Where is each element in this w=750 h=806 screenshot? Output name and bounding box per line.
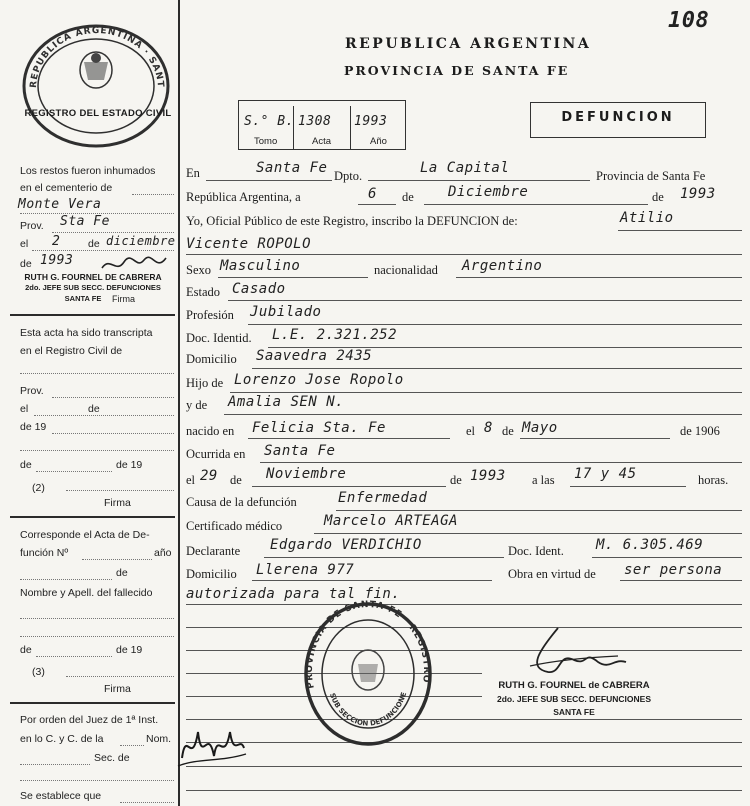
left-year-value: 1993 — [40, 253, 74, 268]
causa-value: Enfermedad — [338, 490, 428, 506]
left-s4-sec: Sec. de — [94, 752, 130, 764]
yo-label: Yo, Oficial Público de este Registro, inscribo la DEFUNCION de: — [186, 214, 518, 228]
left-mes-value: diciembre — [106, 234, 176, 248]
left-s2-num: (2) — [32, 482, 45, 494]
record-acta-label: Acta — [312, 136, 332, 147]
left-official-place: SANTA FE — [64, 294, 102, 303]
left-de19-label: de — [20, 258, 32, 270]
madre-value: Amalia SEN N. — [228, 394, 345, 410]
left-s4-line1: Por orden del Juez de 1ª Inst. — [20, 714, 159, 726]
profesion-value: Jubilado — [250, 304, 322, 320]
yde-label: y de — [186, 398, 208, 412]
left-prov-label: Prov. — [20, 220, 44, 232]
official-place: SANTA FE — [553, 707, 595, 717]
nombre-value: Atilio — [620, 210, 674, 226]
doc-value: L.E. 2.321.252 — [272, 327, 398, 343]
obra-label: Obra en virtud de — [508, 567, 596, 581]
left-s3-de-b: de — [20, 644, 32, 656]
hijo-label: Hijo de — [186, 376, 224, 390]
header-republica: REPUBLICA ARGENTINA — [345, 36, 592, 52]
republica-label: República Argentina, a — [186, 190, 301, 204]
record-ano-label: Año — [370, 136, 387, 147]
mes-value: Diciembre — [448, 184, 529, 200]
de1906-label: de 1906 — [680, 424, 720, 438]
left-s3-de19: de 19 — [116, 644, 143, 656]
hijo-value: Lorenzo Jose Ropolo — [234, 372, 404, 388]
sexo-label: Sexo — [186, 263, 211, 277]
left-s2-firma: Firma — [104, 497, 131, 509]
left-official-name: RUTH G. FOURNEL DE CABRERA — [24, 272, 162, 282]
domicilio-value: Saavedra 2435 — [256, 348, 373, 364]
obra-value: ser persona — [624, 562, 723, 578]
left-s1-line1: Los restos fueron inhumados — [20, 165, 156, 177]
record-acta-value: 1308 — [298, 114, 332, 129]
de-label: de — [402, 190, 414, 204]
nacionalidad-label: nacionalidad — [374, 263, 438, 277]
left-el-value: 2 — [52, 234, 61, 249]
left-s4-line4: Se establece que — [20, 790, 102, 802]
left-s2-de: de — [88, 403, 100, 415]
left-s2-line1: Esta acta ha sido transcripta — [20, 327, 153, 339]
bottom-signature-icon — [176, 718, 248, 770]
record-tomo-value: S.° B. — [244, 114, 294, 129]
profesion-label: Profesión — [186, 308, 234, 322]
left-s4-line2b: Nom. — [146, 733, 172, 745]
de-label3: de — [230, 473, 242, 487]
causa-label: Causa de la defunción — [186, 495, 297, 509]
horas-label: horas. — [698, 473, 729, 487]
apellido-value: Vicente ROPOLO — [186, 236, 312, 252]
de-anio-label: de — [652, 190, 664, 204]
def-anio: 1993 — [470, 468, 506, 484]
estado-value: Casado — [232, 281, 286, 297]
left-official-title: 2do. JEFE SUB SECC. DEFUNCIONES — [25, 283, 161, 292]
left-separator-2 — [10, 516, 175, 518]
svg-text:PROVINCIA DE SANTA FE · REGIST: PROVINCIA DE SANTA FE · REGISTRO — [304, 599, 432, 690]
record-ano-value: 1993 — [354, 114, 388, 129]
left-el-label: el — [20, 238, 29, 250]
left-cementerio-value: Monte Vera — [18, 197, 102, 212]
official-name: RUTH G. FOURNEL de CABRERA — [498, 680, 650, 691]
declarante-value: Edgardo VERDICHIO — [270, 537, 422, 553]
el-label2: el — [186, 473, 196, 487]
sexo-value: Masculino — [220, 258, 301, 274]
column-divider — [178, 0, 180, 806]
dpto-label: Dpto. — [334, 169, 363, 183]
left-de-label: de — [88, 238, 100, 250]
en-value: Santa Fe — [256, 160, 328, 176]
dpto-value: La Capital — [420, 160, 510, 176]
left-s2-de-b: de — [20, 459, 32, 471]
svg-text:SUB SECCION DEFUNCIONES: SUB SECCION DEFUNCIONE — [328, 691, 409, 728]
left-s2-de19: de 19 — [20, 421, 47, 433]
svg-text:REPUBLICA ARGENTINA · SANTA FE: REPUBLICA ARGENTINA · SANT — [28, 26, 166, 89]
anio-value: 1993 — [680, 186, 716, 202]
left-s3-firma: Firma — [104, 683, 131, 695]
left-s2-el: el — [20, 403, 29, 415]
alas-label: a las — [532, 473, 555, 487]
left-s3-line1: Corresponde el Acta de De- — [20, 529, 150, 541]
registro-civil-seal-icon — [300, 598, 436, 748]
nac-dia: 8 — [484, 420, 493, 436]
domicilio2-label: Domicilio — [186, 567, 237, 581]
el-label: el — [466, 424, 476, 438]
left-s3-num: (3) — [32, 666, 45, 678]
left-s4-line2a: en lo C. y C. de la — [20, 733, 104, 745]
left-s3-line2a: función Nº — [20, 547, 69, 559]
left-s2-de19-b: de 19 — [116, 459, 143, 471]
domicilio-label: Domicilio — [186, 352, 237, 366]
registry-seal — [18, 18, 173, 150]
left-s3-de: de — [116, 567, 128, 579]
left-s1-line2: en el cementerio de — [20, 182, 113, 194]
estado-label: Estado — [186, 285, 221, 299]
doc-ident-label: Doc. Ident. — [508, 544, 564, 558]
provincia-label: Provincia de Santa Fe — [596, 169, 706, 183]
nac-mes: Mayo — [522, 420, 558, 436]
doc-label: Doc. Identid. — [186, 331, 252, 345]
left-separator-1 — [10, 314, 175, 316]
nacido-value: Felicia Sta. Fe — [252, 420, 386, 436]
header-provincia: PROVINCIA DE SANTA FE — [344, 63, 570, 78]
left-prov-value: Sta Fe — [60, 214, 110, 229]
hora-value: 17 y 45 — [574, 466, 637, 482]
registro-civil-seal — [300, 598, 436, 748]
record-tomo-label: Tomo — [254, 136, 278, 147]
nacionalidad-value: Argentino — [462, 258, 543, 274]
def-mes: Noviembre — [266, 466, 347, 482]
official-title: 2do. JEFE SUB SECC. DEFUNCIONES — [497, 694, 651, 704]
registry-seal-caption: REGISTRO DEL ESTADO CIVIL — [24, 108, 172, 119]
doc-type-label: DEFUNCION — [561, 110, 675, 125]
de-anio2-label: de — [450, 473, 462, 487]
ocurrida-label: Ocurrida en — [186, 447, 246, 461]
left-s2-line2: en el Registro Civil de — [20, 345, 123, 357]
dia-value: 6 — [368, 186, 377, 202]
certificado-label: Certificado médico — [186, 519, 283, 533]
bottom-signature — [176, 718, 248, 775]
left-s3-line4: Nombre y Apell. del fallecido — [20, 587, 153, 599]
official-signature — [518, 622, 638, 685]
left-s3-line2b: año — [154, 547, 172, 559]
nacido-label: nacido en — [186, 424, 235, 438]
ocurrida-value: Santa Fe — [264, 443, 336, 459]
en-label: En — [186, 166, 200, 180]
declarante-doc: M. 6.305.469 — [596, 537, 704, 553]
de-label2: de — [502, 424, 514, 438]
left-s1-firma: Firma — [112, 294, 135, 304]
obra-cont: autorizada para tal fin. — [186, 586, 401, 602]
certificado-value: Marcelo ARTEAGA — [324, 513, 458, 529]
official-signature-icon — [518, 622, 638, 680]
domicilio2-value: Llerena 977 — [256, 562, 355, 578]
registry-seal-icon — [18, 18, 173, 150]
declarante-label: Declarante — [186, 544, 241, 558]
left-s2-prov: Prov. — [20, 385, 44, 397]
def-dia: 29 — [200, 468, 218, 484]
left-separator-3 — [10, 702, 175, 704]
page-number: 108 — [668, 8, 710, 33]
